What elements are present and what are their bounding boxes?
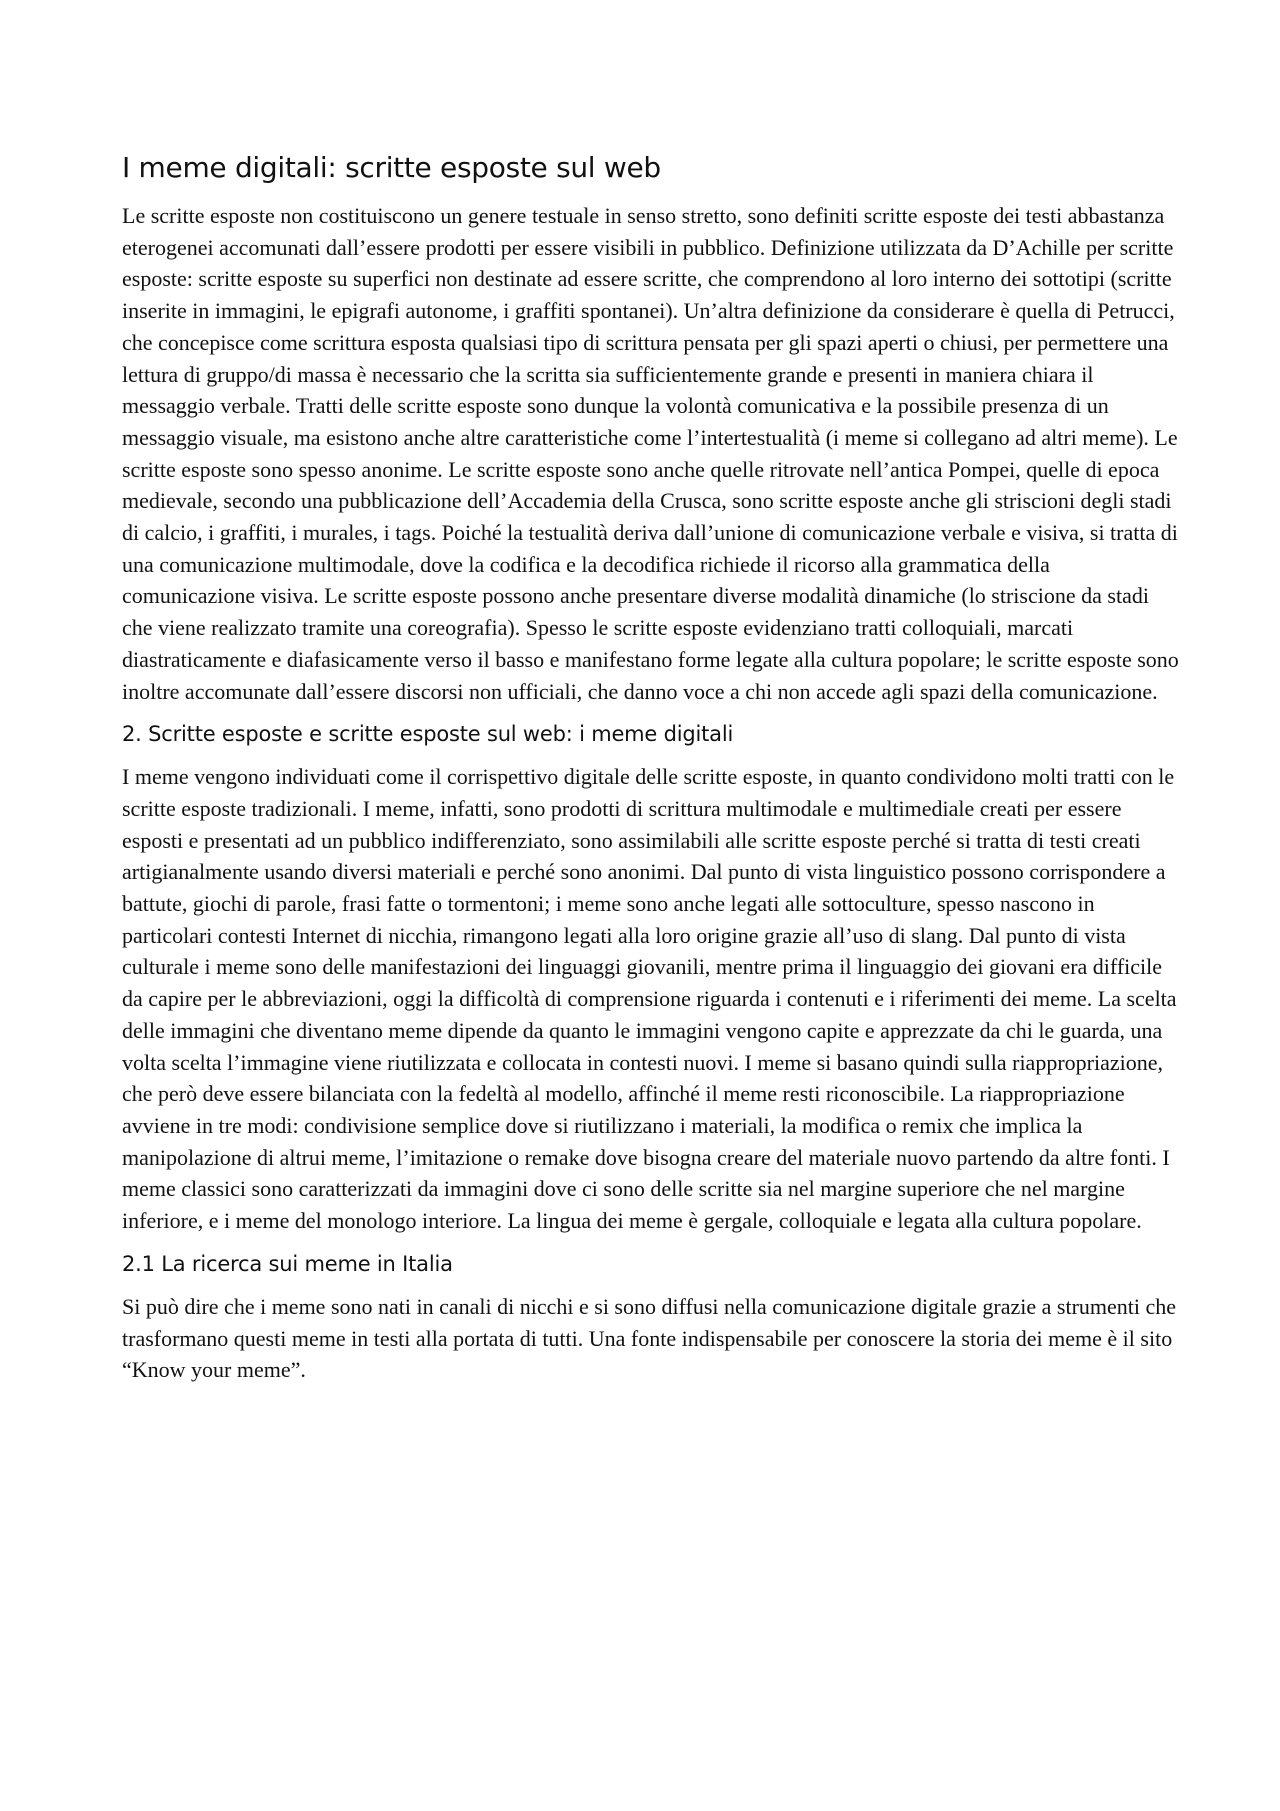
section-2-paragraph: I meme vengono individuati come il corrispettivo digitale delle scritte esposte, in quanto condividono molti tratti con le scritte esposte tradizionali. I meme, infatti, sono prodotti di scrittura multimodale e multimediale creati per essere esposti e presentati ad un pubblico indifferenziato, sono assimilabili alle scritte esposte perché si tratta di testi creati artigianalmente usando diversi materiali e perché sono anonimi. Dal punto di vista linguistico possono corrispondere a battute, giochi di parole, frasi fatte o tormentoni; i meme sono anche legati alle sottoculture, spesso nascono in particolari contesti Internet di nicchia, rimangono legati alla loro origine grazie all’uso di slang. Dal punto di vista culturale i meme sono delle manifestazioni dei linguaggi giovanili, mentre prima il linguaggio dei giovani era difficile da capire per le abbreviazioni, oggi la difficoltà di comprensione riguarda i contenuti e i riferimenti dei meme. La scelta delle immagini che diventano meme dipende da quanto le immagini vengono capite e apprezzate da chi le guarda, una volta scelta l’immagine viene riutilizzata e collocata in contesti nuovi. I meme si basano quindi sulla riappropriazione, che però deve essere bilanciata con la fedeltà al modello, affinché il meme resti riconoscibile. La riappropriazione avviene in tre modi: condivisione semplice dove si riutilizzano i materiali, la modifica o remix che implica la manipolazione di altrui meme, l’imitazione o remake dove bisogna creare del materiale nuovo partendo da altre fonti. I meme classici sono caratterizzati da immagini dove ci sono delle scritte sia nel margine superiore che nel margine inferiore, e i meme del monologo interiore. La lingua dei meme è gergale, colloquiale e legata alla cultura popolare. [122, 764, 1177, 1234]
intro-paragraph: Le scritte esposte non costituiscono un genere testuale in senso stretto, sono definiti scritte esposte dei testi abbastanza eterogenei accomunati dall’essere prodotti per essere visibili in pubblico. Definizione utilizzata da D’Achille per scritte esposte: scritte esposte su superfici non destinate ad essere scritte, che comprendono al loro interno dei sottotipi (scritte inserite in immagini, le epigrafi autonome, i graffiti spontanei). Un’altra definizione da considerare è quella di Petrucci, che concepisce come scrittura esposta qualsiasi tipo di scrittura pensata per gli spazi aperti o chiusi, per permettere una lettura di gruppo/di massa è necessario che la scritta sia sufficientemente grande e presenti in maniera chiara il messaggio verbale. Tratti delle scritte esposte sono dunque la volontà comunicativa e la possibile presenza di un messaggio visuale, ma esistono anche altre caratteristiche come l’intertestualità (i meme si collegano ad altri meme). Le scritte esposte sono spesso anonime. Le scritte esposte sono anche quelle ritrovate nell’antica Pompei, quelle di epoca medievale, secondo una pubblicazione dell’Accademia della Crusca, sono scritte esposte anche gli striscioni degli stadi di calcio, i graffiti, i murales, i tags. Poiché la testualità deriva dall’unione di comunicazione verbale e visiva, si tratta di una comunicazione multimodale, dove la codifica e la decodifica richiede il ricorso alla grammatica della comunicazione visiva. Le scritte esposte possono anche presentare diverse modalità dinamiche (lo striscione da stadi che viene realizzato tramite una coreografia). Spesso le scritte esposte evidenziano tratti colloquiali, marcati diastraticamente e diafasicamente verso il basso e manifestano forme legate alla cultura popolare; le scritte esposte sono inoltre accomunate dall’essere discorsi non ufficiali, che danno voce a chi non accede agli spazi della comunicazione. [122, 203, 1179, 704]
section-2-1-heading: 2.1 La ricerca sui meme in Italia [122, 1251, 453, 1276]
section-2-1-paragraph: Si può dire che i meme sono nati in canali di nicchi e si sono diffusi nella comunicazione digitale grazie a strumenti che trasformano questi meme in testi alla portata di tutti. Una fonte indispensabile per conoscere la storia dei meme è il sito “Know your meme”. [122, 1293, 1177, 1383]
document-page [122, 150, 1182, 1394]
section-2-heading: 2. Scritte esposte e scritte esposte sul web: i meme digitali [122, 722, 734, 747]
document-title: I meme digitali: scritte esposte sul web [122, 151, 661, 184]
